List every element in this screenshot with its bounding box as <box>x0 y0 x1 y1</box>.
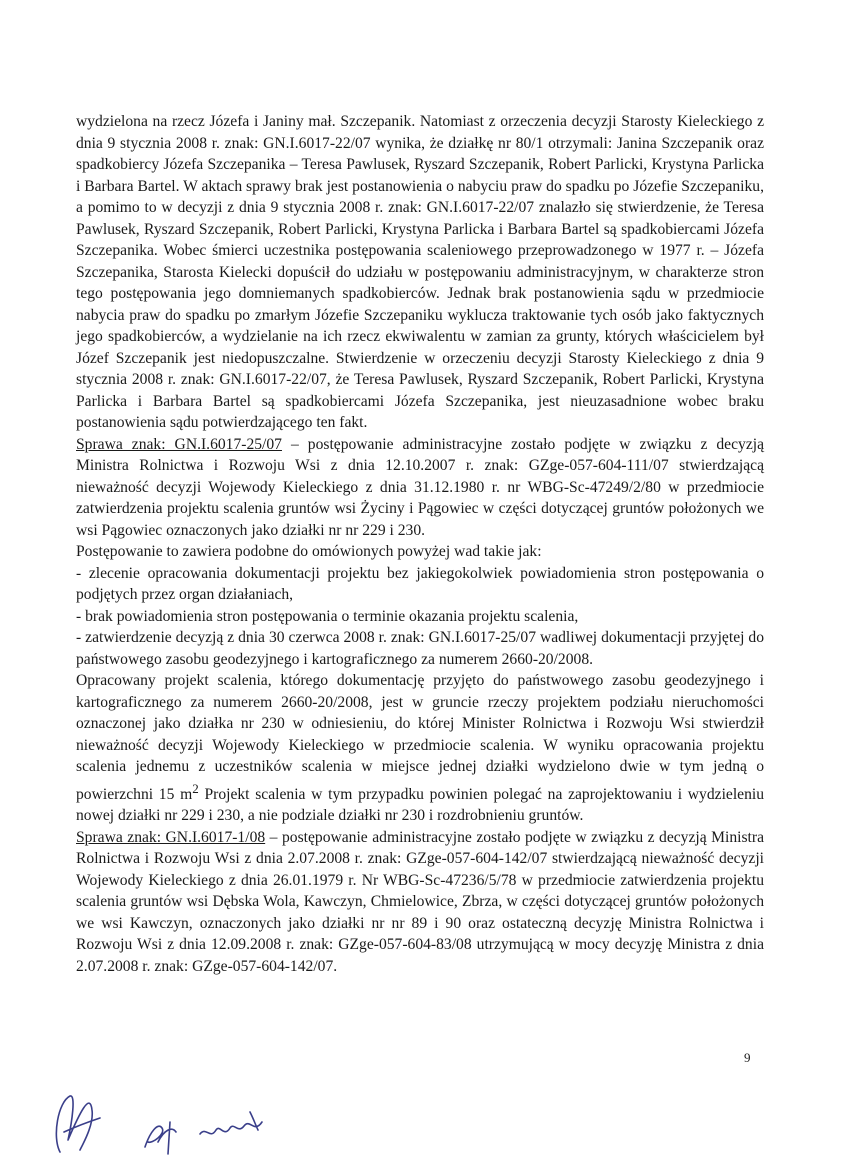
defect-item: - brak powiadomienia stron postępowania o terminie okazania projektu scalenia, <box>76 607 579 625</box>
paragraph-case-1-08 <box>76 827 764 978</box>
paragraph-project <box>76 670 764 827</box>
case-reference-1-08: Sprawa znak: GN.I.6017-1/08 <box>76 828 266 846</box>
project-text-after: Projekt scalenia w tym przypadku powinien polegać na zaprojektowaniu i wydzieleniu nowej działki nr 229 i 230, a nie podziale działki nr 230 i rozdrobnieniu gruntów. <box>76 785 764 825</box>
superscript-2: 2 <box>192 780 199 796</box>
paragraph-heirs: wydzielona na rzecz Józefa i Janiny mał. Szczepanik. Natomiast z orzeczenia decyzji Starosty Kieleckiego z dnia 9 stycznia 2008 r. znak: GN.I.6017-22/07 wynika, że działkę nr 80/1 otrzymali: Janina Szczepanik oraz spadkobiercy Józefa Szczepanika – Teresa Pawlusek, Ryszard Szczepanik, Robert Parlicki, Krystyna Parlicka i Barbara Bartel. W aktach sprawy brak jest postanowienia o nabyciu praw do spadku po Józefie Szczepaniku, a pomimo to w decyzji z dnia 9 stycznia 2008 r. znak: GN.I.6017-22/07 znalazło się stwierdzenie, że Teresa Pawlusek, Ryszard Szczepanik, Robert Parlicki, Krystyna Parlicka i Barbara Bartel są spadkobiercami Józefa Szczepanika. Wobec śmierci uczestnika postępowania scaleniowego przeprowadzonego w 1977 r. – Józefa Szczepanika, Starosta Kielecki dopuścił do udziału w postępowaniu administracyjnym, w charakterze stron tego postępowania jego domniemanych spadkobierców. Jednak brak postanowienia sądu w przedmiocie nabycia praw do spadku po zmarłym Józefie Szczepaniku wyklucza traktowanie tych osób jako faktycznych jego spadkobierców, a wydzielanie na ich rzecz ekwiwalentu w zamian za grunty, których właścicielem był Józef Szczepanik jest niedopuszczalne. Stwierdzenie w orzeczeniu decyzji Starosty Kieleckiego z dnia 9 stycznia 2008 r. znak: GN.I.6017-22/07, że Teresa Pawlusek, Ryszard Szczepanik, Robert Parlicki, Krystyna Parlicka i Barbara Bartel są spadkobiercami Józefa Szczepanika, jest nieuzasadnione wobec braku postanowienia sądu potwierdzającego ten fakt. <box>76 113 764 431</box>
paragraph-case-25-07 <box>76 434 764 542</box>
handwritten-signature-icon <box>40 1082 300 1162</box>
defect-item: - zatwierdzenie decyzją z dnia 30 czerwca 2008 r. znak: GN.I.6017-25/07 wadliwej dokumentacji przyjętej do państwowego zasobu geodezyjnego i kartograficznego za numerem 2660-20/2008. <box>76 629 764 668</box>
project-text-before: Opracowany projekt scalenia, którego dokumentację przyjęto do państwowego zasobu geodezyjnego i kartograficznego za numerem 2660-20/2008, jest w gruncie rzeczy projektem podziału nieruchomości oznaczonej jako działka nr 230 w odniesieniu, do której Minister Rolnictwa i Rozwoju Wsi stwierdził nieważność decyzji Wojewody Kieleckiego w przedmiocie scalenia. W wyniku opracowania projektu scalenia jednemu z uczestników scalenia w miejsce jednej działki wydzielono dwie w tym jedną o powierzchni 15 m <box>76 672 764 803</box>
case-text-1-08: – postępowanie administracyjne zostało podjęte w związku z decyzją Ministra Rolnictwa i Rozwoju Wsi z dnia 2.07.2008 r. znak: GZge-057-604-142/07 stwierdzającą nieważność decyzji Wojewody Kieleckiego z dnia 26.01.1979 r. Nr WBG-Sc-47236/5/78 w przedmiocie zatwierdzenia projektu scalenia gruntów wsi Dębska Wola, Kawczyn, Chmielowice, Zbrza, w części dotyczącej gruntów położonych we wsi Kawczyn, oznaczonych jako działki nr nr 89 i 90 oraz ostateczną decyzję Ministra Rolnictwa i Rozwoju Wsi z dnia 12.09.2008 r. znak: GZge-057-604-83/08 utrzymującą w mocy decyzję Ministra z dnia 2.07.2008 r. znak: GZge-057-604-142/07. <box>76 828 764 975</box>
body-text <box>76 111 764 977</box>
case-reference-25-07: Sprawa znak: GN.I.6017-25/07 <box>76 435 282 453</box>
page-number: 9 <box>744 1050 751 1065</box>
defects-intro: Postępowanie to zawiera podobne do omówionych powyżej wad takie jak: <box>76 543 542 560</box>
case-text-25-07: – postępowanie administracyjne zostało podjęte w związku z decyzją Ministra Rolnictwa i Rozwoju Wsi z dnia 12.10.2007 r. znak: GZge-057-604-111/07 stwierdzającą nieważność decyzji Wojewody Kieleckiego z dnia 31.12.1980 r. nr WBG-Sc-47249/2/80 w przedmiocie zatwierdzenia projektu scalenia gruntów wsi Życiny i Pągowiec w części dotyczącej gruntów położonych we wsi Pągowiec oznaczonych jako działki nr nr 229 i 230. <box>76 435 764 539</box>
defect-item: - zlecenie opracowania dokumentacji projektu bez jakiegokolwiek powiadomienia stron postępowania o podjętych przez organ działaniach, <box>76 564 764 603</box>
